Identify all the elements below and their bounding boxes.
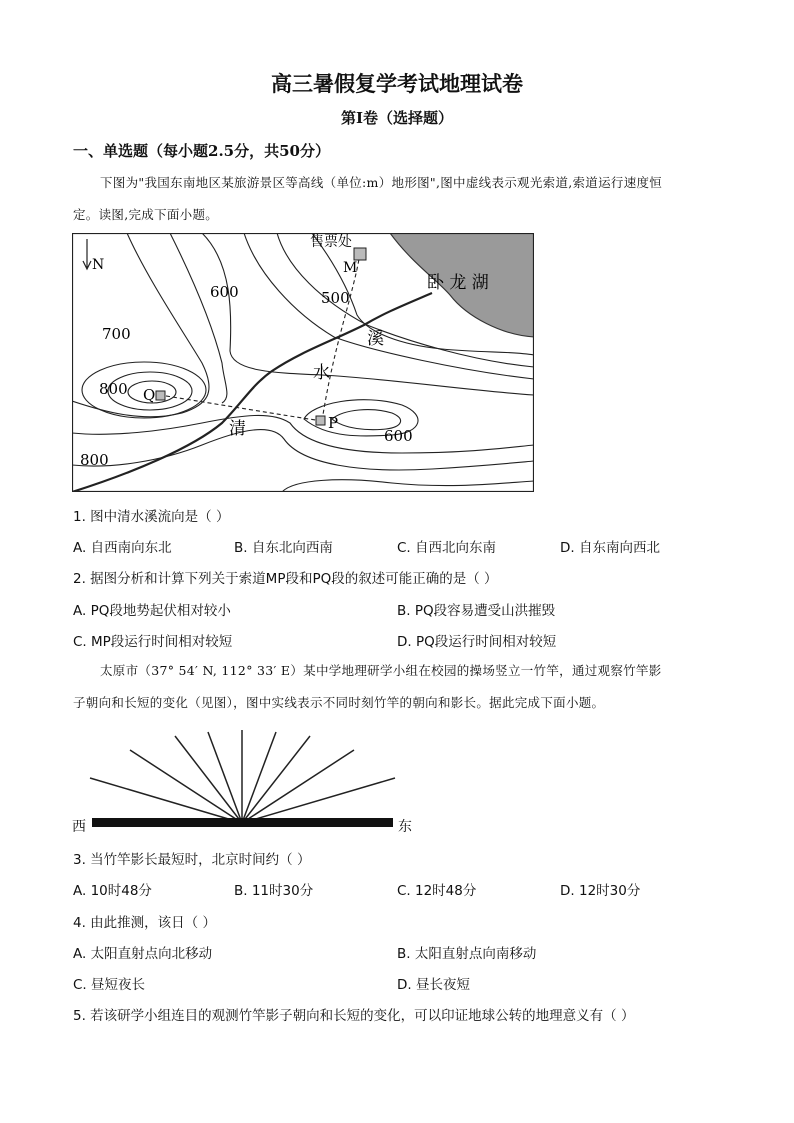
q4-option-d[interactable]: D. 昼长夜短 (397, 977, 470, 993)
contour-line (72, 430, 534, 470)
east-label: 东 (398, 819, 412, 835)
stream-label-xi: 溪 (367, 329, 384, 349)
passage1-line2: 定。读图,完成下面小题。 (73, 207, 219, 222)
shadow-line (175, 736, 242, 823)
station-p-label: P (328, 414, 339, 432)
q1-option-c[interactable]: C. 自西北向东南 (397, 540, 497, 556)
shadow-line (242, 778, 395, 823)
section-heading: 一、单选题（每小题2.5分，共50分） (73, 142, 330, 160)
shadow-line (242, 736, 310, 823)
question-5: 5. 若该研学小组连目的观测竹竿影子朝向和长短的变化，可以印证地球公转的地理意义有（ ） (73, 1008, 635, 1024)
contour-label-600b: 600 (384, 427, 413, 445)
contour-label-600a: 600 (210, 283, 239, 301)
shadow-line (242, 750, 354, 823)
q3-option-b[interactable]: B. 11时30分 (234, 883, 314, 899)
q3-option-d[interactable]: D. 12时30分 (560, 883, 641, 899)
station-m (354, 248, 366, 260)
q1-option-d[interactable]: D. 自东南向西北 (560, 540, 660, 556)
question-2: 2. 据图分析和计算下列关于索道MP段和PQ段的叙述可能正确的是（ ） (73, 571, 498, 587)
q2-option-d[interactable]: D. PQ段运行时间相对较短 (397, 634, 557, 650)
contour-label-700: 700 (102, 325, 131, 343)
contour-label-500: 500 (321, 289, 350, 307)
shadow-line (242, 732, 276, 823)
station-q (156, 391, 165, 400)
north-label: N (92, 257, 105, 273)
shadow-line (130, 750, 242, 823)
north-arrow-icon (83, 239, 91, 269)
contour-line (282, 480, 534, 492)
question-1: 1. 图中清水溪流向是（ ） (73, 509, 230, 525)
passage1-line1: 下图为"我国东南地区某旅游景区等高线（单位:m）地形图",图中虚线表示观光索道,索道运行速度恒 (100, 175, 663, 190)
q4-option-a[interactable]: A. 太阳直射点向北移动 (73, 946, 213, 962)
shadow-line (90, 778, 242, 823)
q4-option-b[interactable]: B. 太阳直射点向南移动 (397, 946, 537, 962)
q3-option-c[interactable]: C. 12时48分 (397, 883, 477, 899)
q2-option-b[interactable]: B. PQ段容易遭受山洪摧毁 (397, 603, 556, 619)
q3-option-a[interactable]: A. 10时48分 (73, 883, 152, 899)
passage2-line1: 太原市（37° 54′ N, 112° 33′ E）某中学地理研学小组在校园的操场竖立一竹竿，通过观察竹竿影 (100, 663, 662, 678)
lake-label: 卧 龙 湖 (427, 273, 489, 293)
station-p (316, 416, 325, 425)
ground-bar (92, 818, 393, 827)
shadow-diagram (70, 728, 420, 836)
question-4: 4. 由此推测，该日（ ） (73, 915, 216, 931)
q2-option-c[interactable]: C. MP段运行时间相对较短 (73, 634, 233, 650)
shadow-line (208, 732, 242, 823)
ticket-label: 售票处 (310, 234, 352, 250)
contour-label-800a: 800 (99, 380, 128, 398)
stream-label-shui: 水 (313, 363, 330, 383)
west-label: 西 (72, 819, 86, 835)
question-3: 3. 当竹竿影长最短时，北京时间约（ ） (73, 852, 311, 868)
q1-option-b[interactable]: B. 自东北向西南 (234, 540, 333, 556)
page-subtitle: 第Ⅰ卷（选择题） (340, 109, 454, 127)
q1-option-a[interactable]: A. 自西南向东北 (73, 540, 172, 556)
contour-label-800b: 800 (80, 451, 109, 469)
q4-option-c[interactable]: C. 昼短夜长 (73, 977, 146, 993)
stream-label-qing: 清 (229, 419, 246, 439)
page-title: 高三暑假复学考试地理试卷 (271, 71, 523, 96)
station-q-label: Q (143, 386, 156, 404)
contour-line (72, 415, 534, 453)
contour-map (72, 233, 534, 492)
passage2-line2: 子朝向和长短的变化（见图），图中实线表示不同时刻竹竿的朝向和影长。据此完成下面小题。 (73, 695, 605, 710)
station-m-label: M (343, 260, 358, 276)
q2-option-a[interactable]: A. PQ段地势起伏相对较小 (73, 603, 231, 619)
